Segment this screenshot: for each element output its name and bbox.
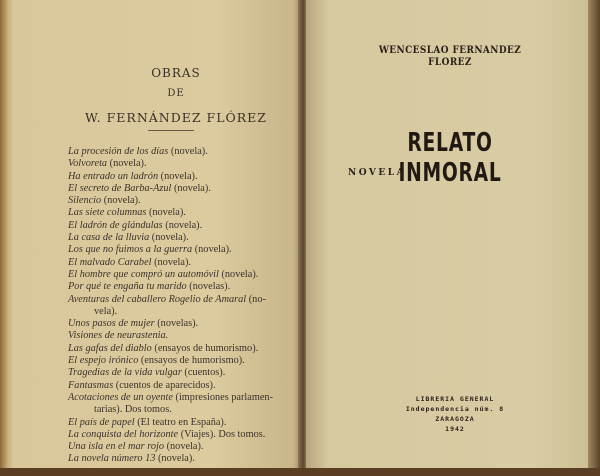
- work-note: (impresiones parlamen-: [172, 391, 274, 403]
- work-item: [68, 367, 298, 379]
- work-item: [68, 343, 298, 355]
- imprint-city: ZARAGOZA: [435, 415, 475, 423]
- work-note: (ensayos de humorismo).: [138, 355, 245, 367]
- work-item: [68, 232, 298, 244]
- works-heading-de: DE: [167, 88, 185, 99]
- work-title: El malvado Carabel: [68, 256, 152, 268]
- imprint-year: 1942: [445, 425, 465, 433]
- work-title: Unos pasos de mujer: [68, 318, 155, 330]
- work-item: [68, 158, 298, 170]
- work-item: [68, 392, 298, 404]
- book-subtitle: NOVELA: [348, 168, 407, 178]
- work-title: Una isla en el mar rojo: [68, 441, 165, 453]
- book-edge-right: [588, 0, 600, 476]
- work-item: [68, 257, 298, 269]
- work-title: El espejo irónico: [68, 355, 139, 367]
- work-item: [68, 417, 298, 429]
- work-item: [68, 453, 298, 465]
- work-item: [68, 207, 298, 219]
- work-title: Volvoreta: [68, 158, 108, 170]
- work-note: (novela).: [171, 182, 211, 194]
- work-note: (cuentos).: [181, 367, 226, 379]
- work-title: Visiones de neurastenia.: [68, 330, 169, 342]
- work-title: La procesión de los días: [68, 146, 169, 157]
- work-title: La novela número 13: [68, 453, 156, 465]
- work-title: Tragedias de la vida vulgar: [68, 367, 182, 379]
- work-item-continuation: vela).: [94, 305, 118, 317]
- imprint-address: Independencia núm. 8: [405, 405, 505, 413]
- imprint-publisher: LIBRERIA GENERAL: [415, 395, 495, 403]
- work-title: La conquista del horizonte: [68, 428, 179, 440]
- work-item: [68, 281, 298, 293]
- work-note: (novelas).: [186, 281, 231, 293]
- work-title: Aventuras del caballero Rogelio de Amaral: [68, 293, 247, 305]
- work-item: [68, 380, 298, 392]
- imprint: [380, 394, 530, 434]
- work-note: (novela).: [101, 195, 141, 207]
- book-title: RELATO INMORAL: [398, 128, 502, 188]
- work-item: [68, 441, 298, 453]
- work-title: Las siete columnas: [68, 207, 147, 219]
- work-item: [68, 330, 298, 342]
- work-item: [68, 294, 298, 306]
- work-note: (novela).: [168, 146, 208, 157]
- works-heading: OBRAS: [151, 66, 201, 80]
- works-author: W. FERNÁNDEZ FLÓREZ: [85, 110, 267, 125]
- work-item: [68, 429, 298, 441]
- work-note: (novela).: [107, 158, 147, 170]
- work-note: (novela).: [149, 232, 189, 244]
- work-title: Las gafas del diablo: [68, 342, 152, 354]
- heading-rule: [148, 130, 194, 131]
- work-note: (no-: [246, 293, 266, 305]
- work-item: [68, 195, 298, 207]
- work-item: [68, 318, 298, 330]
- work-note: (novela).: [192, 244, 232, 256]
- work-note: (novela).: [155, 453, 195, 465]
- work-item: [68, 220, 298, 232]
- work-note: (cuentos de aparecidos).: [113, 379, 216, 391]
- work-title: El secreto de Barba-Azul: [68, 182, 172, 194]
- work-note: (Viajes). Dos tomos.: [178, 428, 266, 440]
- work-note: (novela).: [158, 170, 198, 182]
- work-title: La casa de la lluvia: [68, 232, 150, 244]
- work-item: [68, 355, 298, 367]
- work-note: (novela).: [146, 207, 186, 219]
- work-title: El país de papel: [68, 416, 135, 428]
- work-note: (novela).: [218, 268, 259, 280]
- work-title: Por qué te engaña tu marido: [68, 281, 187, 293]
- work-title: El ladrón de glándulas: [68, 219, 163, 231]
- works-list: [68, 146, 298, 466]
- work-title: Acotaciones de un oyente: [68, 391, 173, 403]
- book-author: WENCESLAO FERNANDEZ FLOREZ: [378, 44, 522, 68]
- work-item-continuation: tarias). Dos tomos.: [94, 404, 172, 416]
- work-item: [68, 146, 298, 158]
- work-note: (novela).: [162, 219, 203, 231]
- work-title: El hombre que compró un automóvil: [68, 268, 219, 280]
- work-title: Fantasmas: [68, 379, 114, 391]
- work-note: (novela).: [164, 441, 204, 453]
- work-note: (novelas).: [154, 318, 199, 330]
- work-title: Los que no fuimos a la guerra: [68, 244, 193, 256]
- work-title: Silencio: [68, 195, 102, 207]
- work-note: (El teatro en España).: [134, 416, 227, 428]
- work-item: [68, 183, 298, 195]
- work-title: Ha entrado un ladrón: [68, 170, 159, 182]
- work-item: [68, 171, 298, 183]
- work-item: [68, 244, 298, 256]
- work-note: (ensayos de humorismo).: [151, 342, 259, 354]
- work-note: (novela).: [151, 256, 191, 268]
- work-item: [68, 269, 298, 281]
- book-bottom-edge: [0, 468, 600, 476]
